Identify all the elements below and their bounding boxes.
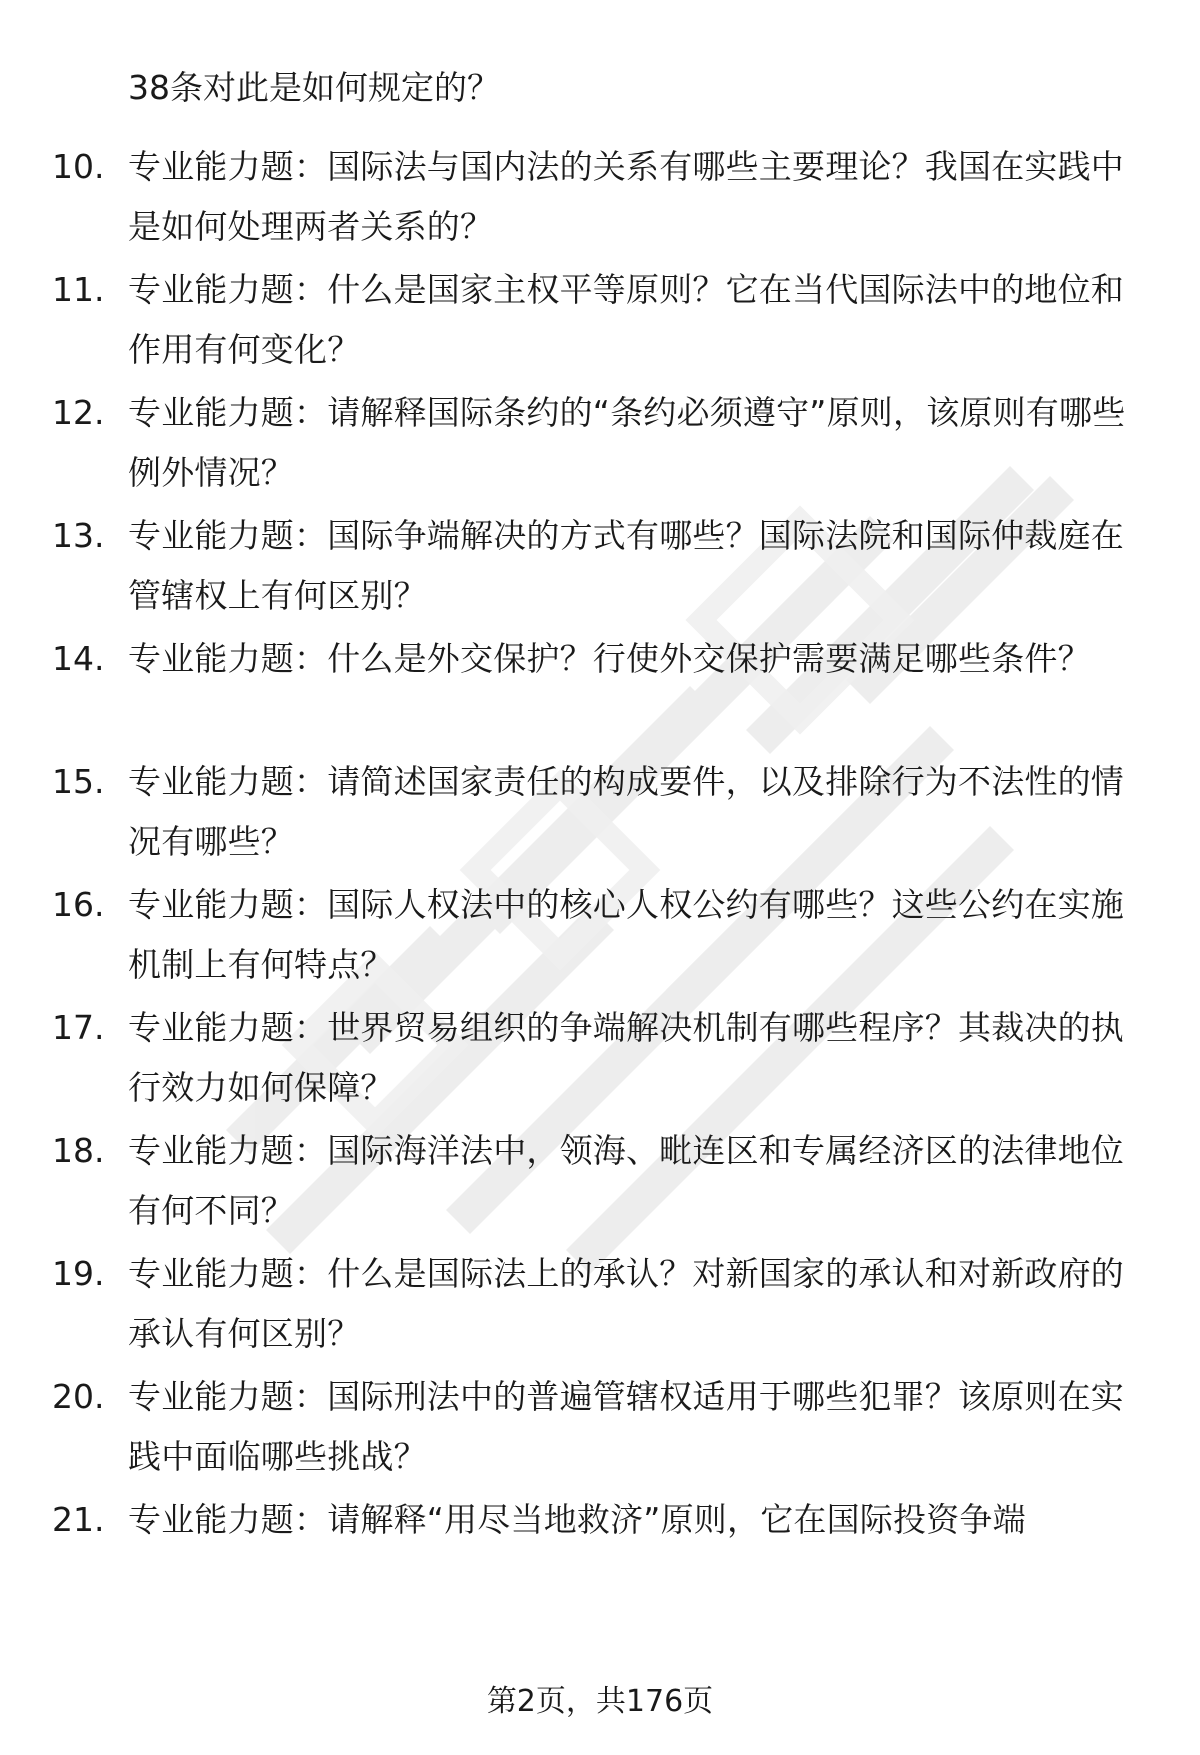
list-item	[0, 137, 1200, 260]
question-number: 14.	[52, 639, 105, 678]
list-item	[0, 998, 1200, 1121]
list-item	[0, 875, 1200, 998]
question-number: 10.	[52, 147, 105, 186]
page-footer: 第2页，共176页	[486, 1684, 714, 1719]
question-number: 20.	[52, 1377, 105, 1416]
question-text: 专业能力题：世界贸易组织的争端解决机制有哪些程序？其裁决的执行效力如何保障？	[128, 1008, 1124, 1107]
question-text: 专业能力题：请解释“用尽当地救济”原则，它在国际投资争端	[128, 1500, 1026, 1539]
list-item	[0, 629, 1200, 752]
question-text: 专业能力题：国际法与国内法的关系有哪些主要理论？我国在实践中是如何处理两者关系的？	[128, 147, 1124, 246]
list-item	[0, 506, 1200, 629]
question-text: 专业能力题：请解释国际条约的“条约必须遵守”原则，该原则有哪些例外情况？	[128, 393, 1126, 492]
list-item	[0, 1244, 1200, 1367]
question-text: 专业能力题：国际争端解决的方式有哪些？国际法院和国际仲裁庭在管辖权上有何区别？	[128, 516, 1124, 615]
question-text: 专业能力题：请简述国家责任的构成要件，以及排除行为不法性的情况有哪些？	[128, 762, 1124, 861]
question-text: 专业能力题：国际人权法中的核心人权公约有哪些？这些公约在实施机制上有何特点？	[128, 885, 1124, 984]
question-number: 13.	[52, 516, 105, 555]
list-item	[0, 752, 1200, 875]
question-number: 17.	[52, 1008, 105, 1047]
question-number: 16.	[52, 885, 105, 924]
list-item	[0, 383, 1200, 506]
question-number: 12.	[52, 393, 105, 432]
question-text: 专业能力题：什么是国际法上的承认？对新国家的承认和对新政府的承认有何区别？	[128, 1254, 1124, 1353]
list-item	[0, 260, 1200, 383]
question-list	[0, 137, 1200, 1613]
continued-question-text: 38条对此是如何规定的？	[128, 68, 500, 107]
question-number: 18.	[52, 1131, 105, 1170]
question-text: 专业能力题：什么是国家主权平等原则？它在当代国际法中的地位和作用有何变化？	[128, 270, 1124, 369]
question-number: 21.	[52, 1500, 105, 1539]
question-number: 19.	[52, 1254, 105, 1293]
list-item	[0, 1367, 1200, 1490]
list-item	[0, 1490, 1200, 1613]
question-text: 专业能力题：国际海洋法中，领海、毗连区和专属经济区的法律地位有何不同？	[128, 1131, 1124, 1230]
question-number: 15.	[52, 762, 105, 801]
question-text: 专业能力题：什么是外交保护？行使外交保护需要满足哪些条件？	[128, 639, 1091, 678]
list-item	[0, 1121, 1200, 1244]
question-text: 专业能力题：国际刑法中的普遍管辖权适用于哪些犯罪？该原则在实践中面临哪些挑战？	[128, 1377, 1124, 1476]
question-number: 11.	[52, 270, 105, 309]
